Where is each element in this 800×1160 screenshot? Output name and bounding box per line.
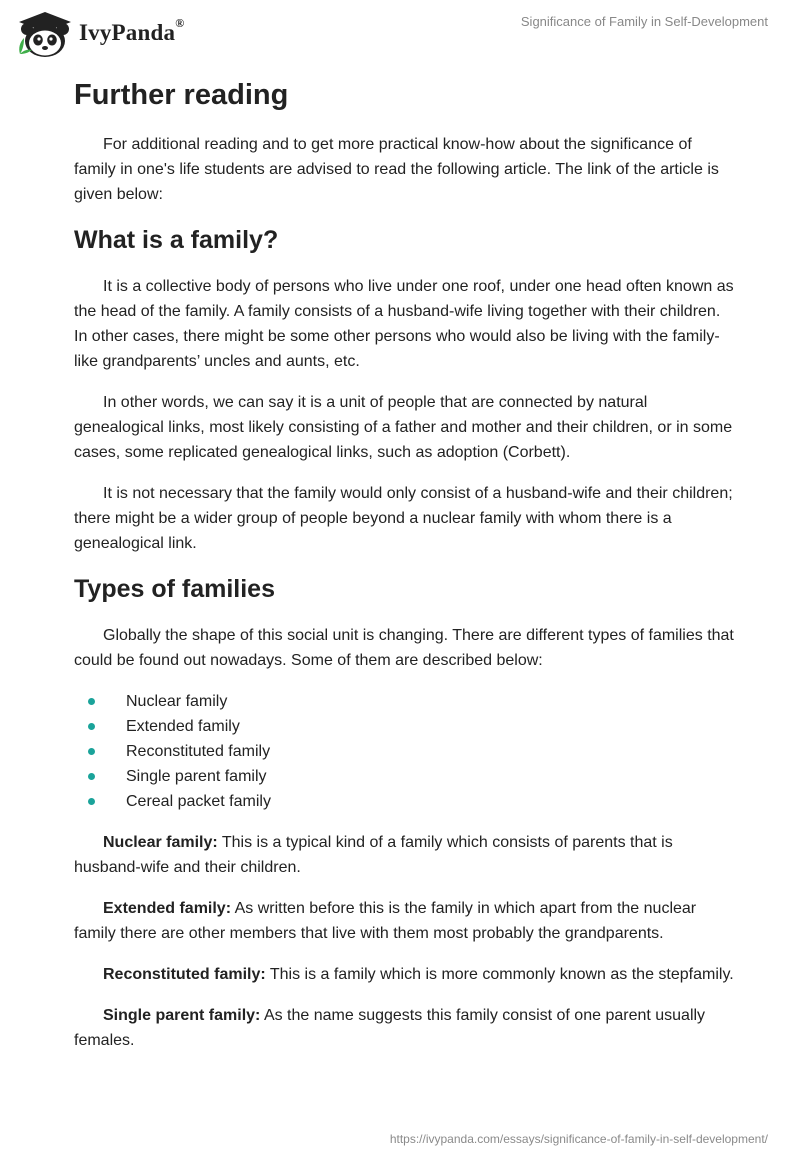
page-header xyxy=(0,0,800,70)
definition-reconstituted-family: Reconstituted family: This is a family which is more commonly known as the stepfamily. xyxy=(103,966,734,983)
paragraph: Globally the shape of this social unit is changing. There are different types of families that could be found out nowadays. Some of them are described below: xyxy=(74,627,734,669)
definition-term: Extended family: xyxy=(103,900,232,917)
list-item: Extended family xyxy=(74,714,734,739)
heading-further-reading: Further reading xyxy=(74,79,289,111)
paragraph: It is a collective body of persons who live under one roof, under one head often known as the head of the family. A family consists of a husband-wife living together with their children. In other cases, there might be some other persons who would also be living with the family-like grandparents’ uncles and aunts, etc. xyxy=(74,278,734,370)
definition-extended-family: Extended family: As written before this is the family in which apart from the nuclear family there are other members that live with them most probably the grandparents. xyxy=(74,900,697,942)
definition-single-parent-family: Single parent family: As the name suggests this family consist of one parent usually females. xyxy=(74,1007,706,1049)
bullet-icon xyxy=(88,748,95,755)
definition-term: Nuclear family: xyxy=(103,834,218,851)
bullet-icon xyxy=(88,723,95,730)
document-title: Significance of Family in Self-Development xyxy=(520,14,768,29)
family-types-list xyxy=(74,689,734,814)
bullet-icon xyxy=(88,773,95,780)
paragraph: It is not necessary that the family would only consist of a husband-wife and their children; there might be a wider group of people beyond a nuclear family with whom there is a genealogical link. xyxy=(74,485,733,552)
ivypanda-logo-icon[interactable] xyxy=(14,8,76,58)
definition-term: Reconstituted family: xyxy=(103,966,266,983)
heading-types-of-families: Types of families xyxy=(74,575,275,603)
list-item: Nuclear family xyxy=(74,689,734,714)
paragraph: In other words, we can say it is a unit of people that are connected by natural genealogical links, most likely consisting of a father and mother and their children, or in some cases, some replicated genealogical links, such as adoption (Corbett). xyxy=(74,394,733,461)
bullet-icon xyxy=(88,698,95,705)
brand-name[interactable]: IvyPanda® xyxy=(79,16,185,45)
definition-term: Single parent family: xyxy=(103,1007,261,1024)
list-item: Single parent family xyxy=(74,764,734,789)
list-item: Cereal packet family xyxy=(74,789,734,814)
source-url-link[interactable]: https://ivypanda.com/essays/significance-of-family-in-self-development/ xyxy=(389,1132,768,1146)
list-item: Reconstituted family xyxy=(74,739,734,764)
heading-what-is-family: What is a family? xyxy=(74,226,279,254)
essay-content xyxy=(74,70,734,1069)
bullet-icon xyxy=(88,798,95,805)
registered-mark: ® xyxy=(175,16,185,31)
definition-nuclear-family: Nuclear family: This is a typical kind of a family which consists of parents that is husband-wife and their children. xyxy=(74,834,673,876)
paragraph: For additional reading and to get more practical know-how about the significance of family in one's life students are advised to read the following article. The link of the article is given below: xyxy=(74,136,719,203)
